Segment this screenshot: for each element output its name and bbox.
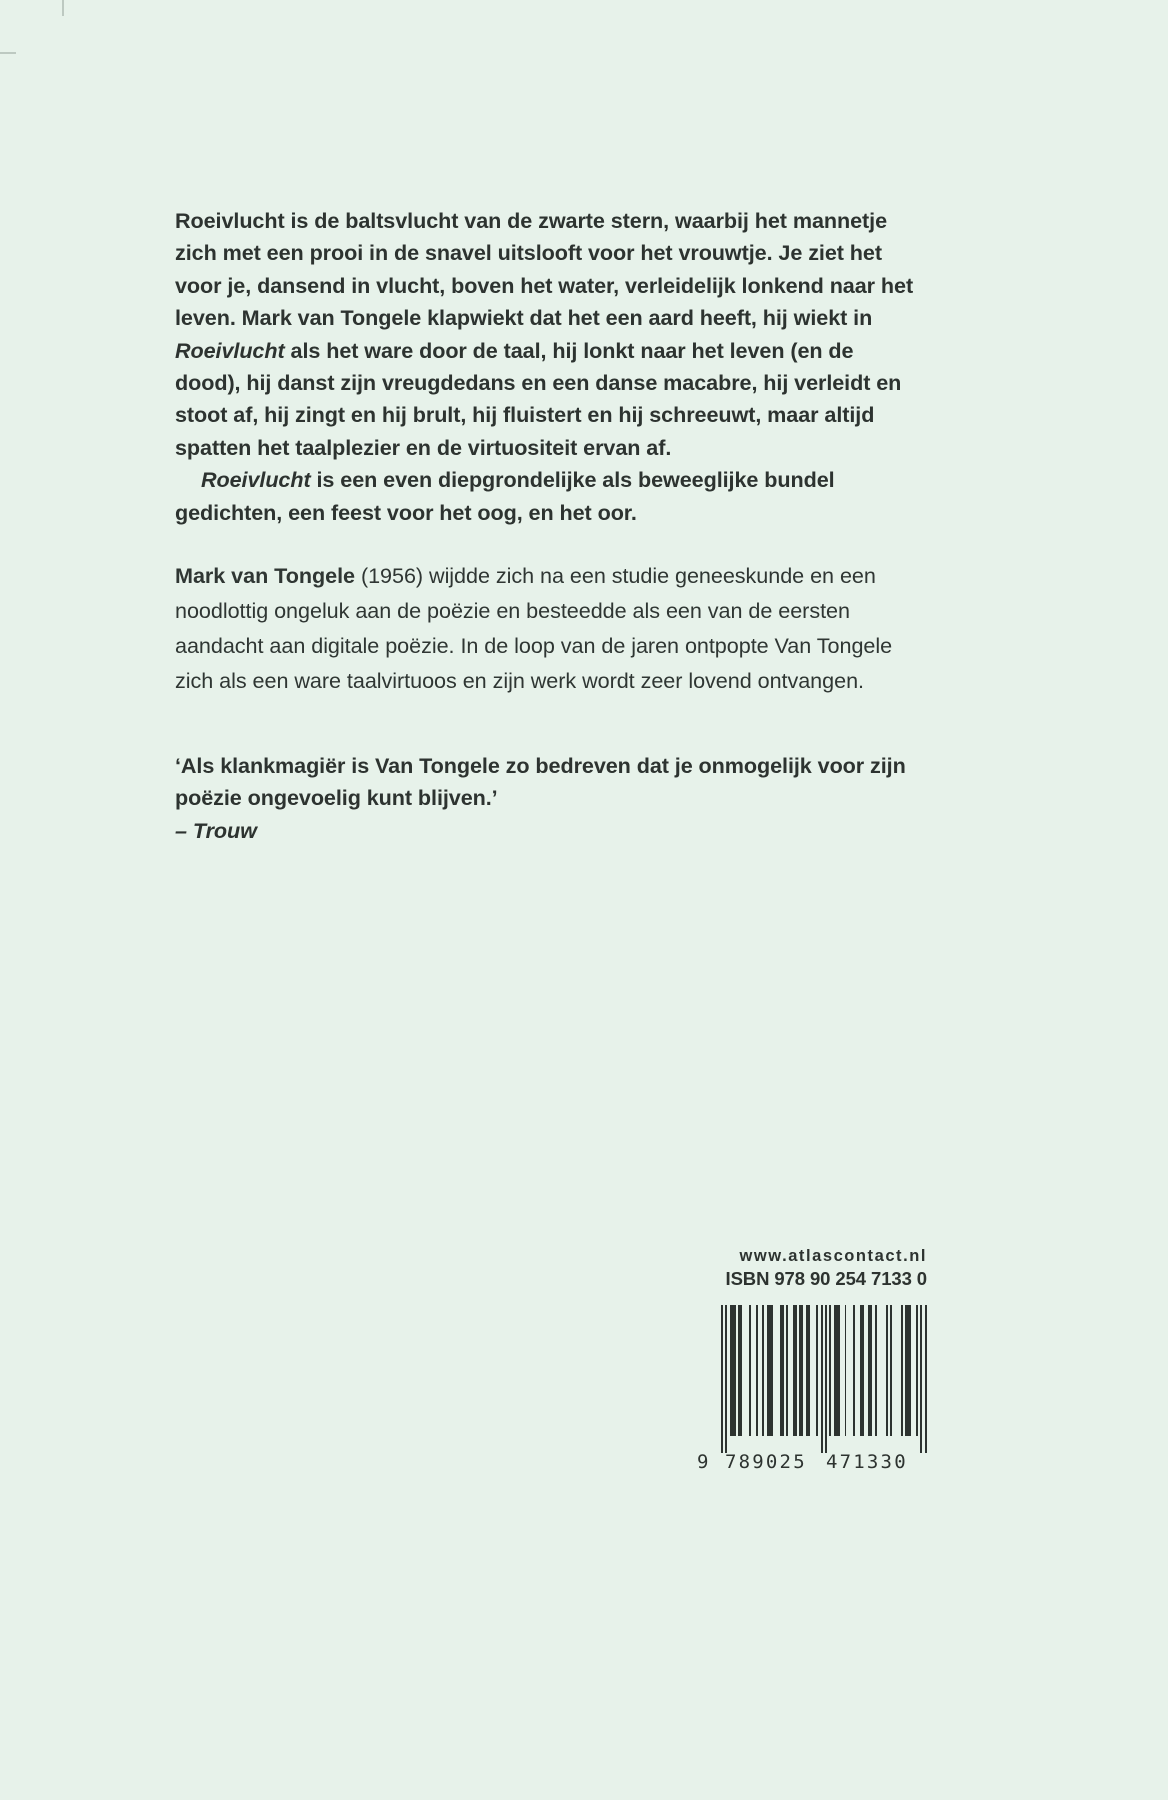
barcode-block (695, 1305, 927, 1477)
author-name: Mark van Tongele (175, 563, 355, 588)
author-bio-text: (1956) wijdde zich na een studie geneeskunde en een noodlottig ongeluk aan de poëzie en besteedde als een van de eersten aandacht aan digitale poëzie. In de loop van de jaren ontpopte Van Tongele zich als een ware taalvirtuoos en zijn werk wordt zeer lovend ontvangen. (175, 563, 893, 693)
barcode-right-digits: 471330 (826, 1451, 908, 1473)
book-title-italic-2: Roeivlucht (201, 467, 311, 493)
blurb-line-1: Roeivlucht is de baltsvlucht van de zwarte stern, waarbij het mannetje zich met een prooi in de snavel uitslooft voor het vrouwtje. Je ziet het voor je, dansend in vlucht, boven het water, verleidelijk lonkend naar het leven. Mark van Tongele klapwiekt dat het een aard heeft, hij wiekt in (175, 208, 914, 331)
barcode-lead-digit: 9 (697, 1451, 711, 1473)
review-source (175, 815, 923, 847)
blurb-line-3: is een even diepgrondelijke als beweeglijke bundel gedichten, een feest voor het oog, en het oor. (175, 467, 835, 525)
barcode-bars (695, 1305, 927, 1453)
book-title-italic-1: Roeivlucht (175, 337, 285, 363)
imprint-block (695, 1245, 927, 1291)
author-bio (175, 558, 923, 698)
crop-mark-vertical (62, 0, 64, 16)
isbn-text: ISBN 978 90 254 7133 0 (725, 1268, 927, 1289)
publisher-website[interactable]: www.atlascontact.nl (739, 1247, 927, 1265)
review-source-name: Trouw (192, 818, 257, 843)
crop-mark-horizontal (0, 52, 16, 54)
back-cover (175, 0, 927, 1800)
review-quote: ‘Als klankmagiër is Van Tongele zo bedreven dat je onmogelijk voor zijn poëzie ongevoelig kunt blijven.’ (175, 753, 906, 811)
blurb-line-2: als het ware door de taal, hij lonkt naar het leven (en de dood), hij danst zijn vreugdedans en een danse macabre, hij verleidt en stoot af, hij zingt en hij brult, hij fluistert en hij schreeuwt, maar altijd spatten het taalplezier en de virtuositeit ervan af. (175, 337, 902, 460)
barcode-digits (695, 1453, 927, 1477)
book-blurb (175, 205, 923, 529)
review-source-dash: – (175, 818, 193, 843)
barcode-left-digits: 789025 (725, 1451, 807, 1473)
